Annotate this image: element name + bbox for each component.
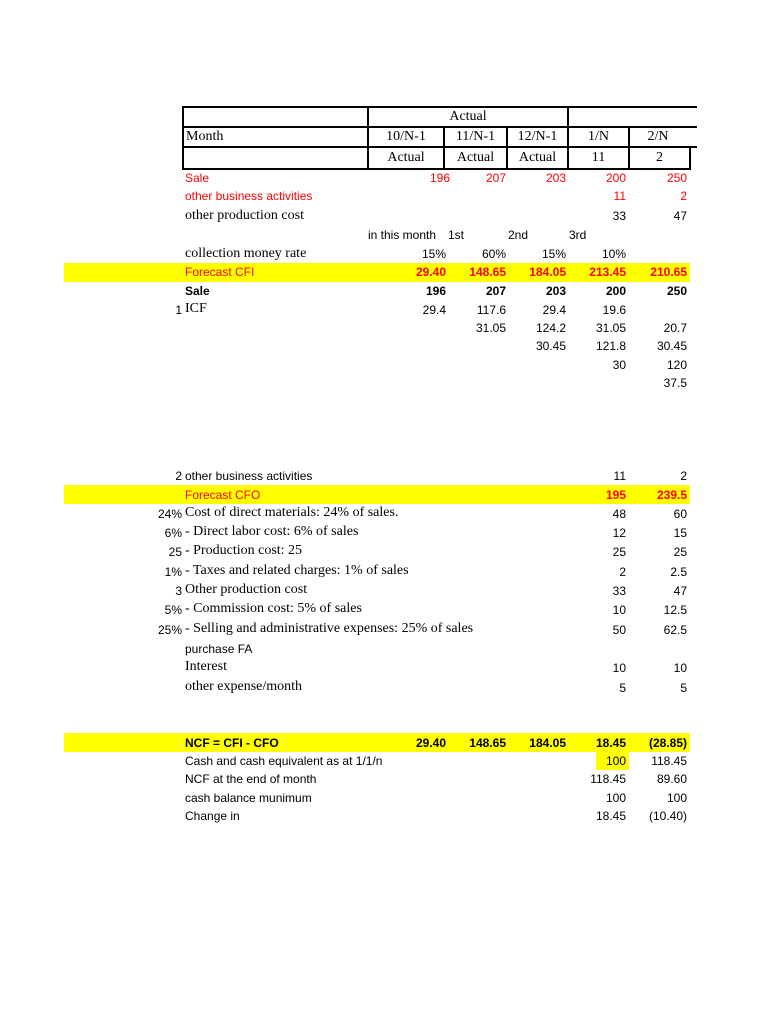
icf-value: 31.05 bbox=[475, 321, 506, 335]
ncf-value: 29.40 bbox=[415, 736, 446, 750]
collection-rate-label: collection money rate bbox=[185, 246, 307, 261]
other-production-value: 33 bbox=[612, 209, 626, 223]
header-cell-blank bbox=[182, 106, 369, 128]
sale-value: 207 bbox=[485, 171, 506, 185]
collection-rate-value: 10% bbox=[601, 247, 626, 261]
cost-item-value: 12.5 bbox=[663, 603, 687, 617]
icf-index: 1 bbox=[175, 303, 182, 317]
cost-item-index: 3 bbox=[175, 584, 182, 598]
month-header-1: 10/N-1 bbox=[386, 129, 426, 144]
sale-label: Sale bbox=[185, 171, 210, 185]
icf-value: 29.4 bbox=[542, 303, 566, 317]
cost-item-index: 1% bbox=[164, 565, 182, 579]
cost-item-label: - Taxes and related charges: 1% of sales bbox=[185, 563, 409, 578]
other-production-value: 47 bbox=[673, 209, 687, 223]
cost-item-value: 50 bbox=[612, 623, 626, 637]
forecast-cfi-label: Forecast CFI bbox=[185, 265, 255, 279]
collection-rate-value: 60% bbox=[481, 247, 506, 261]
other-business-value: 11 bbox=[613, 189, 626, 203]
collection-rate-value: 15% bbox=[541, 247, 566, 261]
cost-item-value: 47 bbox=[673, 584, 687, 598]
ncf-value: 184.05 bbox=[529, 736, 566, 750]
cost-item-value: 15 bbox=[673, 526, 687, 540]
ncf-value: 148.65 bbox=[469, 736, 506, 750]
cost-item-label: - Direct labor cost: 6% of sales bbox=[185, 524, 359, 539]
other-expense-label: other expense/month bbox=[185, 679, 303, 694]
forecast-cfo-label: Forecast CFO bbox=[185, 488, 261, 502]
other-business-value: 2 bbox=[680, 189, 687, 203]
month-label: Month bbox=[186, 129, 224, 144]
icf-value: 19.6 bbox=[602, 303, 626, 317]
forecast-cfo-value: 239.5 bbox=[656, 488, 687, 502]
purchase-fa-label: purchase FA bbox=[185, 642, 253, 656]
sale-value: 196 bbox=[429, 171, 450, 185]
cash-min-value: 100 bbox=[666, 791, 687, 805]
sale-bold-value: 207 bbox=[485, 284, 506, 298]
collection-header: 3rd bbox=[569, 228, 587, 242]
other-expense-value: 5 bbox=[619, 681, 626, 695]
cost-item-index: 24% bbox=[157, 507, 182, 521]
cost-item-value: 2.5 bbox=[670, 565, 687, 579]
cfo-other-business-index: 2 bbox=[175, 469, 182, 483]
collection-header: 2nd bbox=[508, 228, 529, 242]
icf-value: 120 bbox=[666, 358, 687, 372]
sale-bold-value: 203 bbox=[545, 284, 566, 298]
icf-label: ICF bbox=[185, 301, 207, 316]
ncf-end-label: NCF at the end of month bbox=[185, 772, 317, 786]
ncf-label: NCF = CFI - CFO bbox=[185, 736, 279, 750]
cost-item-label: Other production cost bbox=[185, 582, 308, 597]
forecast-cfi-value: 184.05 bbox=[529, 265, 566, 279]
cost-item-label: - Production cost: 25 bbox=[185, 543, 303, 558]
interest-value: 10 bbox=[612, 661, 626, 675]
forecast-cfi-value: 29.40 bbox=[415, 265, 446, 279]
forecast-cfi-value: 213.45 bbox=[589, 265, 626, 279]
cost-item-value: 25 bbox=[673, 545, 687, 559]
change-in-label: Change in bbox=[185, 809, 240, 823]
row3-label-1: Actual bbox=[387, 150, 425, 165]
cash-equiv-label: Cash and cash equivalent as at 1/1/n bbox=[185, 754, 383, 768]
cost-item-label: - Commission cost: 5% of sales bbox=[185, 601, 362, 616]
collection-header: 1st bbox=[448, 228, 465, 242]
cost-item-value: 62.5 bbox=[663, 623, 687, 637]
sale-value: 250 bbox=[666, 171, 687, 185]
cost-item-value: 25 bbox=[612, 545, 626, 559]
month-header-5: 2/N bbox=[647, 129, 669, 144]
cost-item-value: 10 bbox=[612, 603, 626, 617]
interest-label: Interest bbox=[185, 659, 227, 674]
cfo-other-business-value: 2 bbox=[680, 469, 687, 483]
row3-label-2: Actual bbox=[456, 150, 495, 165]
icf-value: 117.6 bbox=[476, 303, 506, 317]
icf-value: 30.45 bbox=[535, 339, 566, 353]
cost-item-label: - Selling and administrative expenses: 25% of sales bbox=[185, 621, 474, 636]
cfo-other-business-label: other business activities bbox=[185, 469, 313, 483]
sale-value: 203 bbox=[545, 171, 566, 185]
other-business-label: other business activities bbox=[185, 189, 313, 203]
icf-value: 20.7 bbox=[663, 321, 687, 335]
icf-value: 37.5 bbox=[663, 376, 687, 390]
other-expense-value: 5 bbox=[680, 681, 687, 695]
forecast-cfi-value: 148.65 bbox=[469, 265, 506, 279]
row3-label-5: 2 bbox=[656, 150, 663, 165]
other-production-label: other production cost bbox=[185, 208, 304, 223]
cash-equiv-value: 118.45 bbox=[651, 754, 687, 768]
cost-item-index: 5% bbox=[164, 603, 182, 617]
icf-value: 121.8 bbox=[595, 339, 626, 353]
sale-bold-value: 196 bbox=[425, 284, 446, 298]
month-header-3: 12/N-1 bbox=[517, 129, 558, 144]
ncf-value: (28.85) bbox=[648, 736, 687, 750]
cash-min-value: 100 bbox=[605, 791, 626, 805]
ncf-end-value: 89.60 bbox=[656, 772, 687, 786]
forecast-cfo-value: 195 bbox=[605, 488, 626, 502]
row3-label-4: 11 bbox=[591, 150, 606, 165]
cost-item-index: 25 bbox=[168, 545, 182, 559]
cost-item-value: 2 bbox=[619, 565, 626, 579]
icf-value: 29.4 bbox=[422, 303, 446, 317]
actual-group-label: Actual bbox=[449, 109, 487, 124]
cost-item-value: 60 bbox=[673, 507, 687, 521]
row3-label-3: Actual bbox=[518, 150, 557, 165]
cash-equiv-value: 100 bbox=[605, 754, 626, 768]
icf-value: 30.45 bbox=[656, 339, 687, 353]
month-header-4: 1/N bbox=[588, 129, 609, 144]
cost-item-index: 6% bbox=[164, 526, 182, 540]
month-header-2: 11/N-1 bbox=[455, 129, 496, 144]
ncf-end-value: 118.45 bbox=[590, 772, 626, 786]
icf-value: 124.2 bbox=[535, 321, 566, 335]
cfo-other-business-value: 11 bbox=[613, 469, 626, 483]
cost-item-index: 25% bbox=[157, 623, 182, 637]
collection-rate-value: 15% bbox=[421, 247, 446, 261]
icf-value: 31.05 bbox=[595, 321, 626, 335]
forecast-cfi-value: 210.65 bbox=[650, 265, 687, 279]
sale-bold-value: 200 bbox=[605, 284, 626, 298]
sale-value: 200 bbox=[605, 171, 626, 185]
header-cell-blank-2 bbox=[182, 146, 369, 170]
sale-bold-value: 250 bbox=[666, 284, 687, 298]
change-in-value: (10.40) bbox=[648, 809, 687, 823]
cost-item-value: 33 bbox=[612, 584, 626, 598]
ncf-value: 18.45 bbox=[595, 736, 626, 750]
cash-min-label: cash balance munimum bbox=[185, 791, 312, 805]
cost-item-value: 48 bbox=[612, 507, 626, 521]
cost-item-value: 12 bbox=[612, 526, 626, 540]
sale-bold-label: Sale bbox=[185, 284, 210, 298]
icf-value: 30 bbox=[612, 358, 626, 372]
interest-value: 10 bbox=[673, 661, 687, 675]
cost-item-label: Cost of direct materials: 24% of sales. bbox=[185, 505, 399, 520]
header-cell-forecast-group bbox=[567, 106, 697, 128]
collection-header: in this month bbox=[368, 228, 437, 242]
change-in-value: 18.45 bbox=[595, 809, 626, 823]
